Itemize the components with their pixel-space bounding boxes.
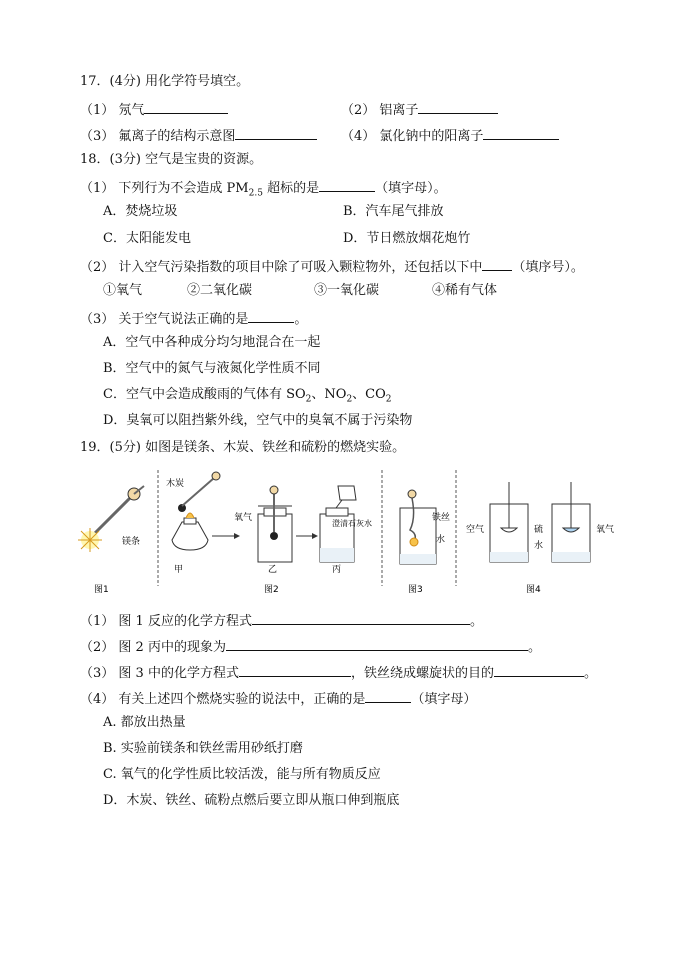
arrow-2-head [312, 533, 318, 539]
q18-sub2-choice-3: ③一氧化碳 [314, 283, 380, 298]
label-air: 空气 [466, 525, 485, 535]
q19-sub4 [80, 688, 476, 709]
q19-sub2-text: （2） 图 2 丙中的现象为 [80, 640, 226, 655]
q18-sub3-option-b: B．空气中的氮气与液氮化学性质不同 [103, 361, 321, 376]
figure2-bottle-yi [258, 486, 292, 562]
q19-sub3-text-b: ，铁丝绕成螺旋状的目的 [350, 666, 494, 681]
q19-sub2-text-b: 。 [527, 640, 541, 655]
q18-sub2-choice-4: ④稀有气体 [432, 283, 498, 298]
q18-sub3-option-d: D．臭氧可以阻挡紫外线，空气中的臭氧不属于污染物 [103, 413, 413, 428]
q17-part3 [80, 125, 317, 146]
q17-part2 [341, 99, 498, 120]
q18-sub2-choice-2: ②二氧化碳 [187, 283, 253, 298]
caption-figure2: 图2 [264, 585, 279, 595]
caption-figure4: 图4 [526, 585, 541, 595]
q17-part4 [341, 125, 559, 146]
q17-part2-text: （2） 铝离子 [341, 103, 419, 118]
label-limewater: 澄清石灰水 [332, 519, 372, 528]
label-oxygen-fig4: 氧气 [596, 525, 615, 535]
q18-sub3-blank[interactable] [248, 308, 294, 323]
q18-sub2-choice-1: ①氧气 [103, 283, 143, 298]
q19-sub4-option-d: D．木炭、铁丝、硫粉点燃后要立即从瓶口伸到瓶底 [103, 793, 400, 808]
q19-sub1 [80, 610, 483, 631]
q19-sub1-text: （1） 图 1 反应的化学方程式 [80, 614, 252, 629]
q19-sub4-text-b: （填字母） [411, 692, 477, 707]
q19-sub4-blank[interactable] [365, 688, 411, 703]
q19-sub3-blank-purpose[interactable] [494, 662, 584, 677]
q17-part3-text: （3） 氟离子的结构示意图 [80, 129, 236, 144]
q19-sub2 [80, 636, 541, 657]
q17-part1 [80, 99, 228, 120]
q18-sub3-option-c-no: 、NO [311, 387, 347, 402]
q19-sub3-text: （3） 图 3 中的化学方程式 [80, 666, 239, 681]
q18-sub3-option-a: A．空气中各种成分均匀地混合在一起 [103, 335, 321, 350]
q19-sub4-text: （4） 有关上述四个燃烧实验的说法中，正确的是 [80, 692, 366, 707]
q19-sub3-blank-equation[interactable] [239, 662, 351, 677]
q18-sub2-blank[interactable] [482, 256, 512, 271]
q18-sub3-option-c-co: 、CO [352, 387, 386, 402]
label-charcoal: 木炭 [166, 479, 185, 489]
q18-sub2-text-b: （填序号）。 [512, 260, 584, 275]
q19-sub2-blank[interactable] [226, 636, 528, 651]
figure3-iron-wire-burning [400, 490, 436, 564]
q17-part2-blank[interactable] [418, 99, 498, 114]
label-bing: 丙 [332, 565, 342, 575]
q18-sub3-text: （3） 关于空气说法正确的是 [80, 312, 249, 327]
q18-option-c: C．太阳能发电 [103, 231, 191, 246]
q18-sub3 [80, 308, 307, 329]
q19-sub1-blank[interactable] [252, 610, 470, 625]
co2-subscript: 2 [385, 394, 392, 405]
q18-sub3-option-c-text: C．空气中会造成酸雨的气体有 SO [103, 387, 306, 402]
arrow-1-head [234, 533, 240, 539]
q18-sub1 [80, 177, 447, 203]
q18-option-d: D．节日燃放烟花炮竹 [343, 231, 471, 246]
q18-sub1-text: （1） 下列行为不会造成 PM [80, 181, 249, 196]
q18-sub1-text-c: （填字母）。 [375, 181, 447, 196]
q18-sub1-blank[interactable] [319, 177, 375, 192]
label-water-fig4: 水 [534, 541, 544, 551]
q18-sub3-option-c [103, 386, 392, 409]
no2-subscript: 2 [346, 394, 353, 405]
q19-sub3 [80, 662, 597, 683]
q19-sub3-text-c: 。 [583, 666, 597, 681]
q17-part1-blank[interactable] [144, 99, 228, 114]
q19-sub1-text-b: 。 [469, 614, 483, 629]
q19-figure [74, 468, 630, 598]
q18-sub1-text-b: 超标的是 [262, 181, 320, 196]
so2-subscript: 2 [305, 394, 312, 405]
label-oxygen: 氧气 [234, 513, 253, 523]
q17-part1-text: （1） 氖气 [80, 103, 145, 118]
label-sulfur: 硫 [534, 525, 544, 535]
q17-part4-blank[interactable] [483, 125, 559, 140]
q18-sub3-text-b: 。 [294, 312, 308, 327]
label-yi: 乙 [268, 565, 278, 575]
label-iron-wire: 铁丝 [432, 513, 451, 523]
label-jia: 甲 [174, 565, 184, 575]
caption-figure1: 图1 [94, 585, 109, 595]
caption-figure3: 图3 [408, 585, 423, 595]
q17-part3-blank[interactable] [235, 125, 317, 140]
q19-sub4-option-c: C. 氧气的化学性质比较活泼，能与所有物质反应 [103, 767, 381, 782]
q18-option-b: B．汽车尾气排放 [343, 204, 444, 219]
q18-sub2-text: （2） 计入空气污染指数的项目中除了可吸入颗粒物外，还包括以下中 [80, 260, 483, 275]
combustion-experiments-diagram [74, 468, 630, 598]
q18-heading: 18．(3分) 空气是宝贵的资源。 [80, 152, 263, 167]
q17-part4-text: （4） 氯化钠中的阳离子 [341, 129, 484, 144]
q18-sub2 [80, 256, 584, 277]
q19-sub4-option-b: B. 实验前镁条和铁丝需用砂纸打磨 [103, 741, 303, 756]
q19-sub4-option-a: A. 都放出热量 [103, 715, 186, 730]
q18-option-a: A．焚烧垃圾 [103, 204, 178, 219]
q17-heading: 17．(4分) 用化学符号填空。 [80, 74, 250, 89]
label-water-fig3: 水 [436, 535, 446, 545]
q19-heading: 19．(5分) 如图是镁条、木炭、铁丝和硫粉的燃烧实验。 [80, 440, 406, 455]
pm-subscript: 2.5 [248, 188, 263, 199]
label-magnesium: 镁条 [122, 537, 141, 547]
